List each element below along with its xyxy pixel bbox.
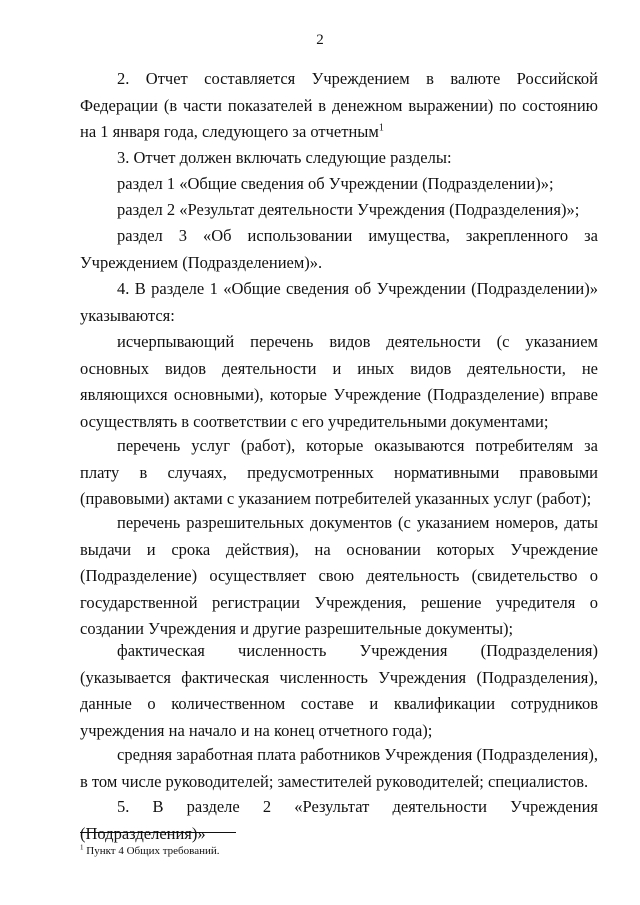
average-salary-item: средняя заработная плата работников Учреждения (Подразделения), в том числе руководителей; заместителей руководителей; специалистов. bbox=[80, 745, 598, 791]
footnote-reference: 1 bbox=[378, 122, 384, 134]
page-number: 2 bbox=[316, 32, 324, 48]
paragraph-4: 4. В разделе 1 «Общие сведения об Учреждении (Подразделении)» указываются: bbox=[80, 279, 598, 325]
staff-count-item: фактическая численность Учреждения (Подразделения) (указывается фактическая численность Учреждения (Подразделения), данные о количественном составе и квалификации сотрудников учреждения на начало и на конец отчетного года); bbox=[80, 641, 598, 740]
footnote-text: Пункт 4 Общих требований. bbox=[86, 845, 220, 857]
activities-list-item: исчерпывающий перечень видов деятельности (с указанием основных видов деятельности и иных видов деятельности, не являющихся основными), которые Учреждение (Подразделение) вправе осуществлять в соответствии с его учредительными документами; bbox=[80, 332, 598, 431]
paragraph-2-text: 2. Отчет составляется Учреждением в валюте Российской Федерации (в части показателей в денежном выражении) по состоянию на 1 января года, следующего за отчетным bbox=[80, 69, 598, 142]
section-2-item: раздел 2 «Результат деятельности Учреждения (Подразделения)»; bbox=[117, 200, 580, 219]
permits-list-item: перечень разрешительных документов (с указанием номеров, даты выдачи и срока действия), на основании которых Учреждение (Подразделение) осуществляет свою деятельность (свидетельство о государственной регистрации Учреждения, решение учредителя о создании Учреждения и другие разрешительные документы); bbox=[80, 513, 598, 639]
paragraph-5: 5. В разделе 2 «Результат деятельности Учреждения (Подразделения)» bbox=[80, 797, 598, 843]
footnote bbox=[80, 844, 220, 858]
services-list-item: перечень услуг (работ), которые оказываются потребителям за плату в случаях, предусмотренных нормативными правовыми (правовыми) актами с указанием потребителей указанных услуг (работ); bbox=[80, 436, 598, 509]
footnote-mark: 1 bbox=[80, 843, 84, 852]
section-3-item: раздел 3 «Об использовании имущества, закрепленного за Учреждением (Подразделением)». bbox=[80, 226, 598, 272]
paragraph-2 bbox=[80, 66, 598, 146]
section-1-item: раздел 1 «Общие сведения об Учреждении (Подразделении)»; bbox=[117, 174, 554, 193]
paragraph-3: 3. Отчет должен включать следующие разделы: bbox=[117, 148, 452, 167]
footnote-separator bbox=[80, 832, 236, 833]
